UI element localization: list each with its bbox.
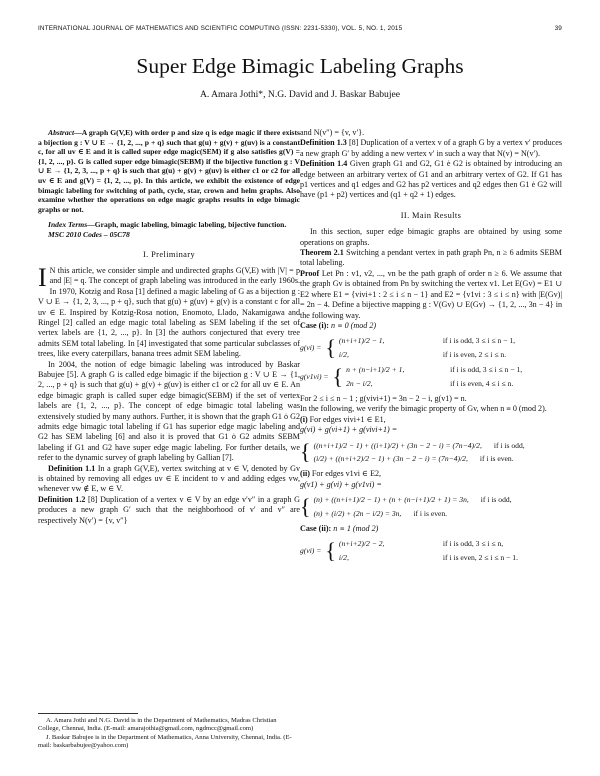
edges-e1-heading: (i) For edges vivi+1 ∈ E1, [300,414,386,424]
definition-1-2-cont: and N(v″) = {v, v′}. [300,128,365,137]
abstract: Abstract—A graph G(V,E) with order p and size q is edge magic if there exists a bijection g : V ∪ E → {1, 2, ..., p + q} such that g(u) + g(v) + g(uv) is a constant c, for all uv ∈ E and it is called super edge magic(SEM) if g also satisfies g(V) = {1, 2, ..., p}. G is called super edge bimagic(SEBM) if the bijective function g : V ∪ E → {1, 2, 3, ..., p + q} is such that g(u) + g(v) + g(uv) is either c1 or c2 for all uv ∈ E and g(V) = {1, 2, ..., p}. In this article, we exhibit the existence of edge bimagic labeling for switching of path, cycle, star, crown and helm graphs. Also examine whether the operations on edge magic graphs results in edge bimagic graphs or not. [38,128,300,214]
equation-g-v1vi-even: g(v1vi) = { n + (n−i+1)/2 + 1, if i is odd, 3 ≤ i ≤ n − 1, 2n − i/2, if i is even, 4 ≤ i ≤ n. [300,364,523,390]
left-column [38,128,300,526]
footnote-1: A. Amara Jothi and N.G. David is in the Department of Mathematics, Madras Christian College, Chennai, India. (E-mail: amarajothia@gmail.com, ngdmcc@gmail.com) [38,717,277,733]
main-results-intro: In this section, super edge bimagic graphs are obtained by using some operations on graphs. [300,227,562,247]
case-1-heading: Case (i): n ≡ 0 (mod 2) [300,320,377,330]
definition-1-2: Definition 1.2 [8] Duplication of a vertex v ∈ V by an edge v′v″ in a graph G produces a new graph G′ such that the neighborhood of v′ and v″ are respectively N(v′) = {v, v″} [38,494,300,525]
section-heading-preliminary: I. Preliminary [142,249,196,259]
journal-name: INTERNATIONAL JOURNAL OF MATHEMATICS AND SCIENTIFIC COMPUTING (ISSN: 2231-5330), VOL. 5, NO. 1, 2015 [38,25,403,32]
equation-g-vi-odd: g(vi) = { (n+i+2)/2 − 2, if i is odd, 3 ≤ i ≤ n, i/2, if i is even, 2 ≤ i ≤ n − 1. [300,538,518,564]
edge-label-definition: For 2 ≤ i ≤ n − 1 ; g(vivi+1) = 3n − 2 − i, g(v1) = n. [300,393,467,403]
sum-e2-line: g(v1) + g(vi) + g(v1vi) = [300,479,382,489]
paper-title: Super Edge Bimagic Labeling Graphs [136,54,464,78]
index-terms: Index Terms—Graph, magic labeling, bimagic labeling, bijective function. [48,220,287,230]
proof: Proof Let Pn : v1, v2, ..., vn be the path graph of order n ≥ 6. We assume that the graph Gv is obtained from Pn by switching the vertex v1. Let E(Gv) = E1 ∪ E2 where E1 = {vivi+1 : 2 ≤ i ≤ n − 1} and E2 = {v1vi : 3 ≤ i ≤ n} with |E(Gv)| = 2n − 4. Define a bijective mapping g : V(Gv) ∪ E(Gv) → {1, 2, ..., 3n − 4} in the following way. [300,268,562,320]
definition-1-3: Definition 1.3 [8] Duplication of a vertex v of a graph G by a vertex v′ produces a new graph G′ by adding a new vertex v′ in such a way that N(v) = N(v′). [300,138,563,158]
section-heading-main-results: II. Main Results [400,210,462,220]
footnotes [38,713,300,750]
footnote-rule [38,713,138,714]
author-list: A. Amara Jothi*, N.G. David and J. Baskar Babujee [199,89,401,100]
equation-g-vi-even: g(vi) = { (n+i+1)/2 − 1, if i is odd, 3 ≤ i ≤ n − 1, i/2, if i is even, 2 ≤ i ≤ n. [300,335,516,361]
drop-cap: I [38,262,47,292]
running-header [38,25,562,32]
intro-paragraph: I N this article, we consider simple and undirected graphs G(V,E) with |V| = p and |E| = q. The concept of graph labeling was introduced in the early 1960s. In 1970, Kotzig and Rosa [1] defined a magic labeling of G as a bijection g : V ∪ E → {1, 2, 3, ..., p + q}, such that g(u) + g(uv) + g(v) is a constant c for all uv ∈ E. Inspired by Kotzig-Rosa notion, Enomoto, Llado, Nakamigawa and Ringel [2] called an edge magic total labeling as SEM labeling if the set of vertex labels are {1, 2, ..., p}. In [3] the authors conjectured that every tree admits SEM total labeling. In [4] investigated that some particular subclasses of trees, like every caterpillars, banana trees admit SEM labeling. [38,262,300,359]
footnote-2: J. Baskar Babujee is in the Department of Mathematics, Anna University, Chennai, India. (E-mail: baskarbabujee@yahoo.com) [38,733,292,749]
page-number: 39 [554,25,562,32]
definition-1-1: Definition 1.1 In a graph G(V,E), vertex switching at v ∈ V, denoted by Gv is obtained by removing all edges uv ∈ E incident to v and adding edges vw, whenever vw ∉ E, w ∈ V. [38,463,301,494]
theorem-2-1: Theorem 2.1 Switching a pendant vertex in path graph Pn, n ≥ 6 admits SEBM total labeling. [300,248,562,268]
equation-sum-e2: { (n) + ((n+i+1)/2 − 1) + (n + (n−i+1)/2 + 1) = 3n, if i is odd, (n) + (i/2) + (2n − i/2) = 3n, if i is even. [300,494,512,520]
right-column [300,128,562,568]
case-2-heading: Case (ii): n ≡ 1 (mod 2) [300,524,379,533]
definition-1-4: Definition 1.4 Given graph G1 and G2, G1 ė G2 is obtained by introducing an edge between an arbitrary vertex of G1 and an arbitrary vertex of G2. If G1 has p1 vertices and q1 edges and G2 has p2 vertices and q2 edges then G1 ė G2 will have (p1 + p2) vertices and (q1 + q2 + 1) edges. [300,159,562,200]
sum-e1-line: g(vi) + g(vi+1) + g(vivi+1) = [300,425,398,435]
equation-sum-e1: { ((n+i+1)/2 − 1) + ((i+1)/2) + (3n − 2 − i) = (7n−4)/2, if i is odd, (i/2) + ((n+i+2)/2 − 1) + (3n − 2 − i) = (7n−4)/2, if i is even. [300,439,525,465]
edges-e2-heading: (ii) For edges v1vi ∈ E2, [300,469,382,479]
bimagic-history-paragraph: In 2004, the notion of edge bimagic labeling was introduced by Baskar Babujee [5]. A graph G is called edge bimagic if the bijection g : V ∪ E → {1, 2, ..., p + q} is such that g(u) + g(v) + g(uv) is either c1 or c2 for all uv ∈ E. An edge bimagic graph is called super edge bimagic(SEBM) if the set of vertex labels are {1, 2, ..., p}. The concept of edge bimagic total labeling was extensively studied by many authors. Further, it is shown that the graph G1 ȯ G2 admits edge bimagic total labeling if G1 has superior edge magic labeling and G2 has SEM labeling [6] and also it is proved that G1 ȯ G2 admits SEBM labeling if G1 and G2 have super edge magic labeling. For further details, we refer to the dynamic survey of graph labeling by Gallian [7]. [38,359,300,463]
verification-intro: In the following, we verify the bimagic property of Gv, when n ≡ 0 (mod 2). [300,404,547,414]
msc-codes: MSC 2010 Codes – 05C78 [48,229,130,239]
